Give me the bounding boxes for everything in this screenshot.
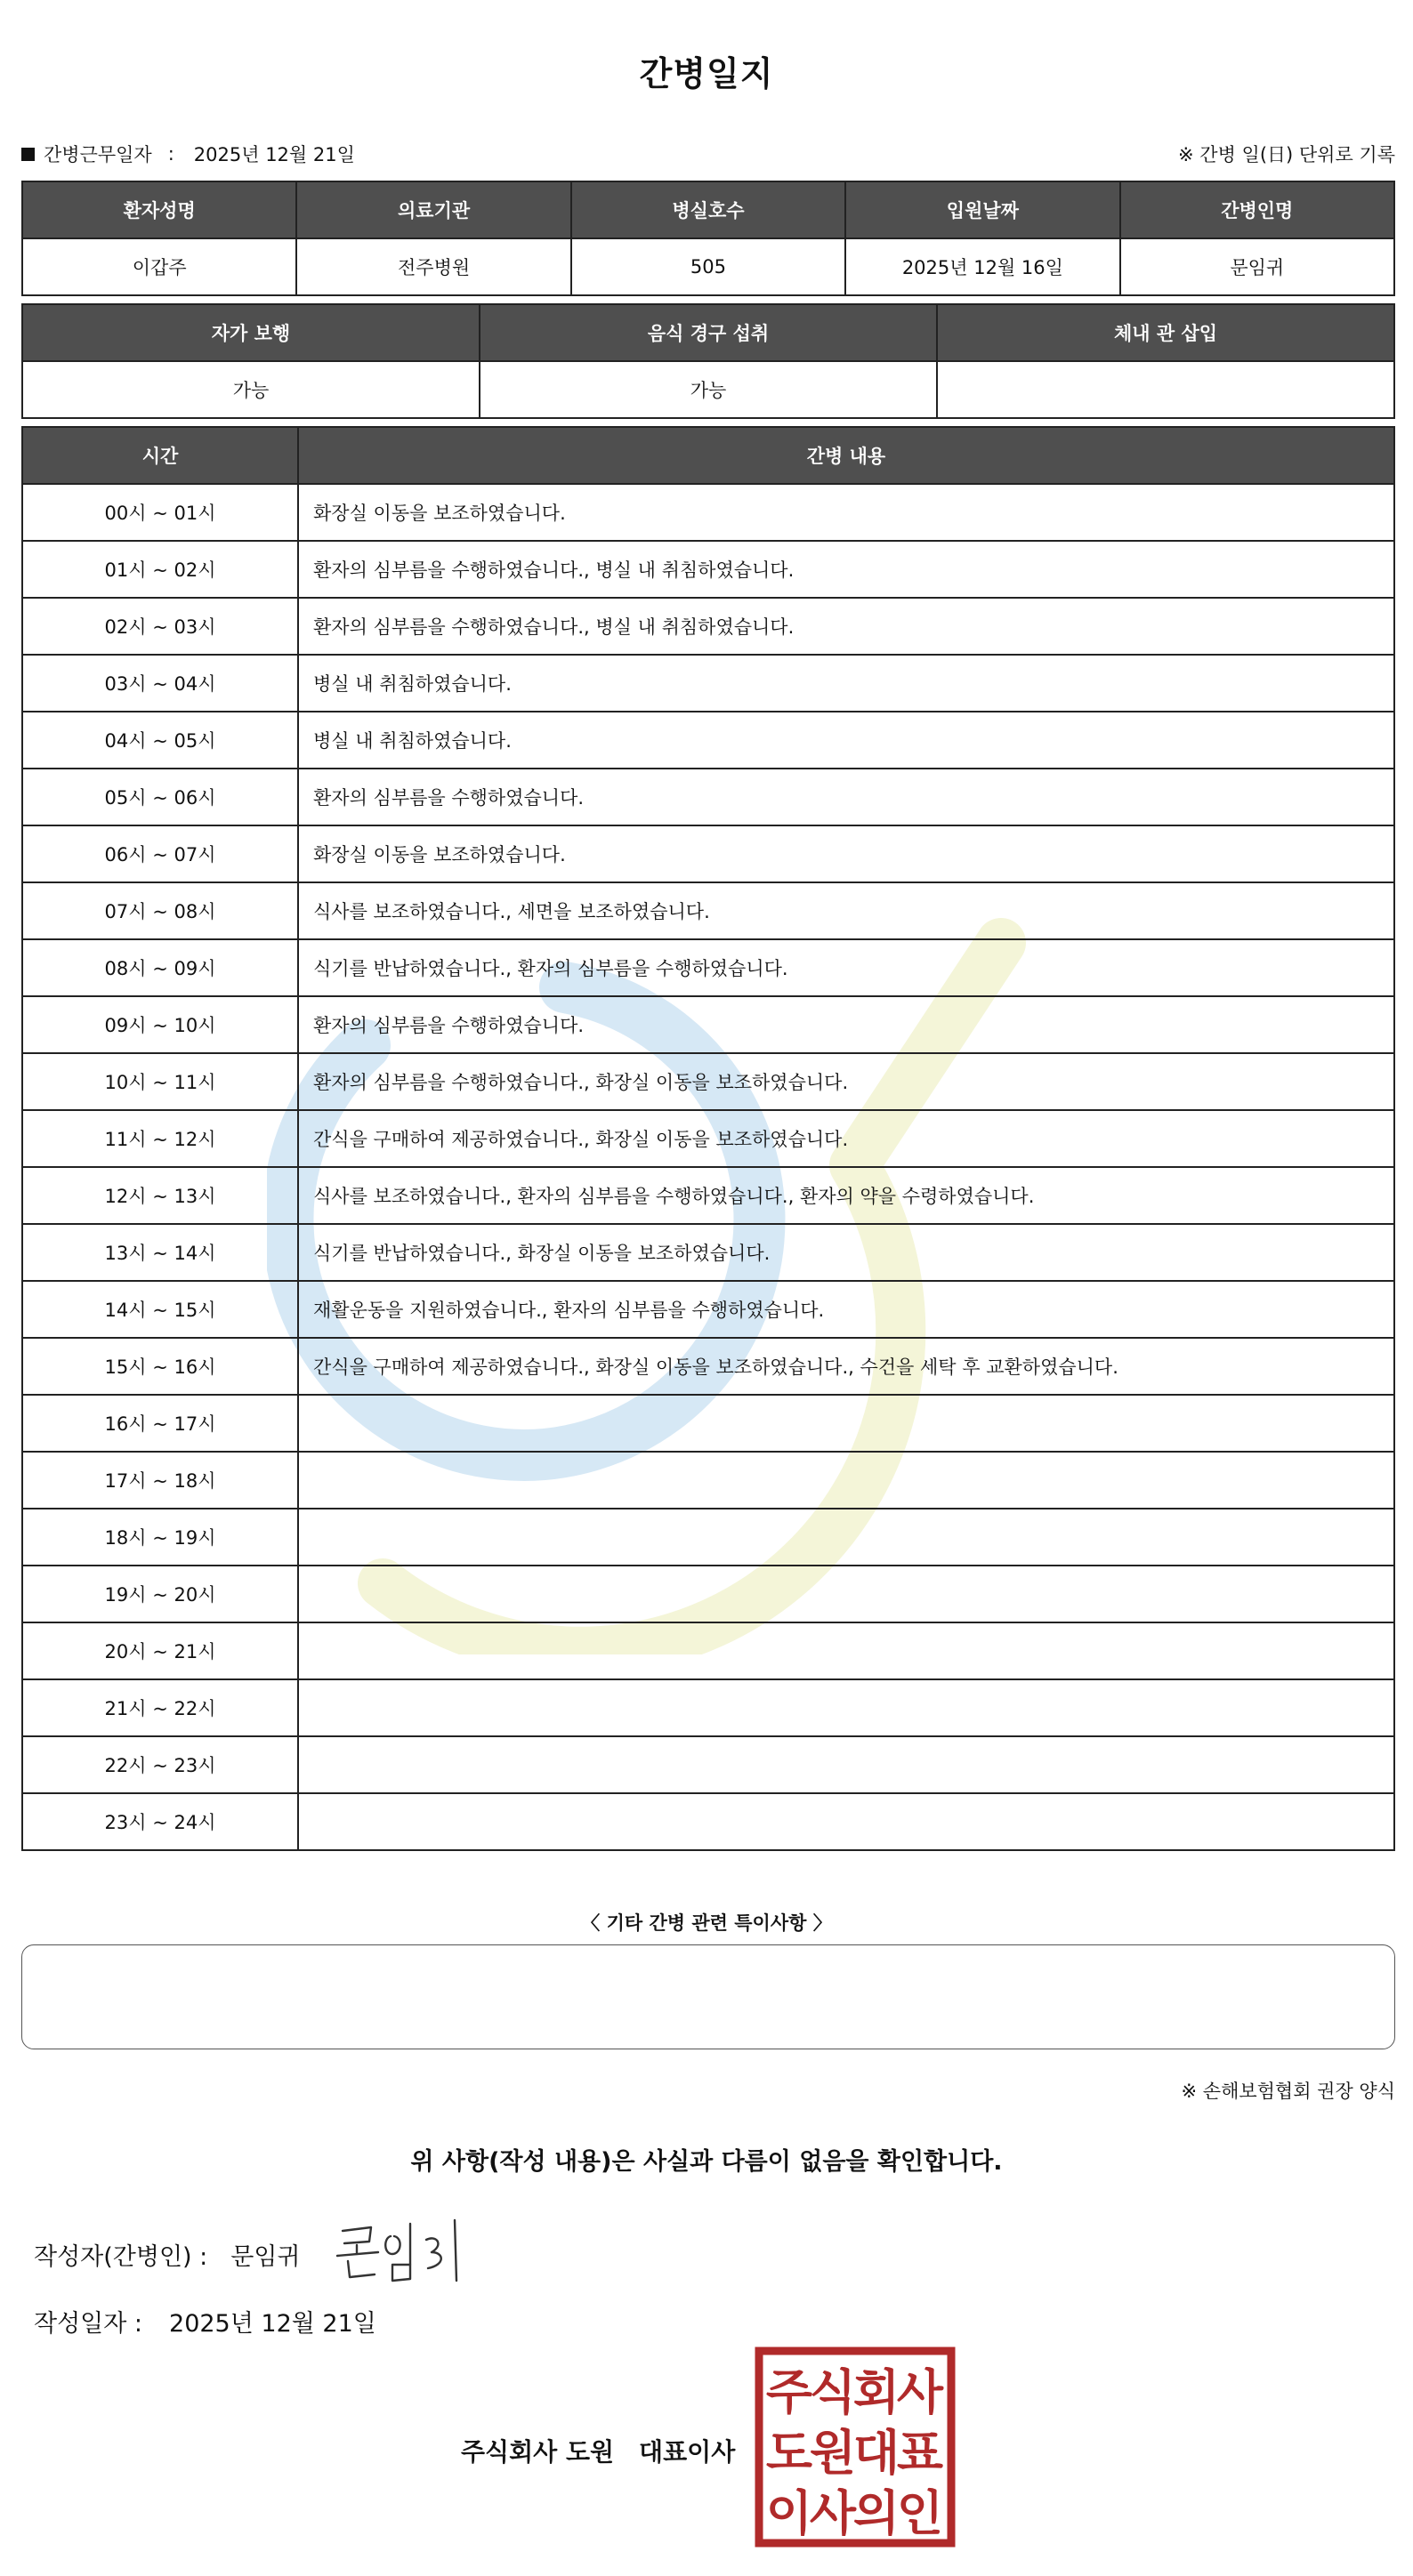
svg-text:대: 대 — [852, 2425, 900, 2481]
care-log-note: 병실 내 취침하였습니다. — [298, 655, 1394, 712]
care-log-time: 10시 ~ 11시 — [22, 1053, 298, 1110]
care-log-row — [22, 1281, 1394, 1338]
care-log-note: 재활운동을 지원하였습니다., 환자의 심부름을 수행하였습니다. — [298, 1281, 1394, 1338]
remarks-box — [21, 1944, 1395, 2049]
writer-label: 작성자(간병인) : — [34, 2243, 208, 2271]
svg-text:회: 회 — [852, 2364, 900, 2420]
write-date-row — [34, 2304, 376, 2339]
patient-status-value-row — [22, 361, 1394, 418]
writer-row — [34, 2237, 301, 2272]
care-log-row — [22, 882, 1394, 939]
care-log-time: 09시 ~ 10시 — [22, 996, 298, 1053]
company-name: 주식회사 도원 — [461, 2437, 615, 2467]
confirmation-statement: 위 사항(작성 내용)은 사실과 다름이 없음을 확인합니다. — [410, 2148, 1003, 2176]
care-log-note: 간식을 구매하여 제공하였습니다., 화장실 이동을 보조하였습니다., 수건을 세탁 후 교환하였습니다. — [298, 1338, 1394, 1395]
room-number: 505 — [571, 238, 845, 295]
care-log-row — [22, 769, 1394, 825]
work-date-row — [21, 141, 355, 167]
care-log-time: 02시 ~ 03시 — [22, 598, 298, 655]
care-log-note — [298, 1679, 1394, 1736]
care-log-note: 환자의 심부름을 수행하였습니다. — [298, 996, 1394, 1053]
recommend-note: ※ 손해보험협회 권장 양식 — [1181, 2081, 1395, 2102]
care-log-note: 화장실 이동을 보조하였습니다. — [298, 825, 1394, 882]
care-log-note: 식기를 반납하였습니다., 환자의 심부름을 수행하였습니다. — [298, 939, 1394, 996]
care-log-time: 11시 ~ 12시 — [22, 1110, 298, 1167]
care-log-note — [298, 1395, 1394, 1452]
hospital-name: 전주병원 — [296, 238, 570, 295]
svg-text:인: 인 — [896, 2485, 944, 2541]
care-log-time: 19시 ~ 20시 — [22, 1566, 298, 1622]
care-log-time: 17시 ~ 18시 — [22, 1452, 298, 1509]
care-log-row — [22, 825, 1394, 882]
care-log-row — [22, 1736, 1394, 1793]
patient-info-value-row — [22, 238, 1394, 295]
care-log-row — [22, 712, 1394, 769]
admission-date: 2025년 12월 16일 — [845, 238, 1119, 295]
care-log-row — [22, 939, 1394, 996]
writer-name: 문임귀 — [230, 2243, 301, 2271]
svg-text:이: 이 — [765, 2485, 813, 2541]
care-log-row — [22, 598, 1394, 655]
care-log-note — [298, 1793, 1394, 1850]
handwritten-signature — [334, 2206, 512, 2295]
square-bullet-icon — [21, 148, 35, 161]
care-log-row — [22, 1566, 1394, 1622]
patient-info-table — [21, 181, 1395, 296]
care-log-row — [22, 1622, 1394, 1679]
tube-insertion-value — [937, 361, 1394, 418]
care-log-row — [22, 1793, 1394, 1850]
care-log-time: 14시 ~ 15시 — [22, 1281, 298, 1338]
care-log-row — [22, 1679, 1394, 1736]
oral-intake-value: 가능 — [480, 361, 937, 418]
remarks-title: 〈 기타 간병 관련 특이사항 〉 — [581, 1912, 832, 1934]
care-log-row — [22, 484, 1394, 541]
care-log-note: 화장실 이동을 보조하였습니다. — [298, 484, 1394, 541]
care-log-row — [22, 1338, 1394, 1395]
header-hospital: 의료기관 — [296, 181, 570, 238]
header-patient-name: 환자성명 — [22, 181, 296, 238]
header-time: 시간 — [22, 427, 298, 484]
care-log-note: 식사를 보조하였습니다., 환자의 심부름을 수행하였습니다., 환자의 약을 수령하였습니다. — [298, 1167, 1394, 1224]
care-log-row — [22, 1452, 1394, 1509]
care-log-note: 식기를 반납하였습니다., 화장실 이동을 보조하였습니다. — [298, 1224, 1394, 1281]
svg-text:표: 표 — [896, 2425, 944, 2481]
care-log-note — [298, 1736, 1394, 1793]
care-log-table — [21, 426, 1395, 1851]
svg-text:사: 사 — [809, 2485, 857, 2541]
svg-text:의: 의 — [852, 2485, 900, 2541]
header-admission-date: 입원날짜 — [845, 181, 1119, 238]
ceo-title: 대표이사 — [639, 2437, 736, 2467]
care-log-note: 병실 내 취침하였습니다. — [298, 712, 1394, 769]
svg-text:사: 사 — [896, 2364, 944, 2420]
care-log-time: 16시 ~ 17시 — [22, 1395, 298, 1452]
care-log-row — [22, 1110, 1394, 1167]
care-log-note — [298, 1566, 1394, 1622]
header-self-walking: 자가 보행 — [22, 304, 480, 361]
care-log-note: 환자의 심부름을 수행하였습니다., 화장실 이동을 보조하였습니다. — [298, 1053, 1394, 1110]
care-log-time: 00시 ~ 01시 — [22, 484, 298, 541]
care-log-time: 21시 ~ 22시 — [22, 1679, 298, 1736]
care-log-note — [298, 1509, 1394, 1566]
care-log-row — [22, 1395, 1394, 1452]
care-log-time: 18시 ~ 19시 — [22, 1509, 298, 1566]
svg-text:원: 원 — [809, 2425, 857, 2481]
care-log-row — [22, 541, 1394, 598]
patient-info-header-row — [22, 181, 1394, 238]
write-date-label: 작성일자 : — [34, 2310, 143, 2338]
care-log-note — [298, 1452, 1394, 1509]
care-log-row — [22, 1053, 1394, 1110]
care-log-note: 환자의 심부름을 수행하였습니다., 병실 내 취침하였습니다. — [298, 598, 1394, 655]
header-tube-insertion: 체내 관 삽입 — [937, 304, 1394, 361]
care-log-time: 07시 ~ 08시 — [22, 882, 298, 939]
care-log-row — [22, 996, 1394, 1053]
header-care-content: 간병 내용 — [298, 427, 1394, 484]
svg-text:식: 식 — [809, 2364, 857, 2420]
self-walking-value: 가능 — [22, 361, 480, 418]
header-caregiver-name: 간병인명 — [1120, 181, 1394, 238]
care-log-note — [298, 1622, 1394, 1679]
header-oral-intake: 음식 경구 섭취 — [480, 304, 937, 361]
care-log-note: 식사를 보조하였습니다., 세면을 보조하였습니다. — [298, 882, 1394, 939]
care-log-time: 01시 ~ 02시 — [22, 541, 298, 598]
patient-status-header-row — [22, 304, 1394, 361]
write-date-value: 2025년 12월 21일 — [169, 2310, 376, 2338]
care-log-time: 12시 ~ 13시 — [22, 1167, 298, 1224]
care-log-note: 환자의 심부름을 수행하였습니다., 병실 내 취침하였습니다. — [298, 541, 1394, 598]
care-log-time: 20시 ~ 21시 — [22, 1622, 298, 1679]
care-log-row — [22, 1509, 1394, 1566]
care-log-row — [22, 1167, 1394, 1224]
work-date-value: 2025년 12월 21일 — [193, 144, 355, 165]
caregiver-name: 문임귀 — [1120, 238, 1394, 295]
header-room-number: 병실호수 — [571, 181, 845, 238]
company-signature-line — [461, 2433, 735, 2468]
care-log-body — [22, 484, 1394, 1850]
work-date-separator: : — [167, 143, 174, 165]
svg-text:주: 주 — [765, 2364, 813, 2420]
care-log-time: 06시 ~ 07시 — [22, 825, 298, 882]
care-log-time: 15시 ~ 16시 — [22, 1338, 298, 1395]
care-log-time: 03시 ~ 04시 — [22, 655, 298, 712]
care-log-header-row — [22, 427, 1394, 484]
care-log-time: 05시 ~ 06시 — [22, 769, 298, 825]
care-log-time: 13시 ~ 14시 — [22, 1224, 298, 1281]
care-log-note: 간식을 구매하여 제공하였습니다., 화장실 이동을 보조하였습니다. — [298, 1110, 1394, 1167]
care-log-time: 23시 ~ 24시 — [22, 1793, 298, 1850]
company-seal — [755, 2347, 956, 2548]
care-log-time: 22시 ~ 23시 — [22, 1736, 298, 1793]
document-title: 간병일지 — [639, 54, 774, 93]
unit-note: ※ 간병 일(日) 단위로 기록 — [1178, 144, 1395, 165]
care-log-row — [22, 1224, 1394, 1281]
patient-name: 이갑주 — [22, 238, 296, 295]
care-log-row — [22, 655, 1394, 712]
care-log-time: 08시 ~ 09시 — [22, 939, 298, 996]
patient-status-table — [21, 303, 1395, 419]
work-date-label: 간병근무일자 — [44, 144, 152, 165]
svg-text:도: 도 — [765, 2425, 813, 2481]
care-log-note: 환자의 심부름을 수행하였습니다. — [298, 769, 1394, 825]
care-log-time: 04시 ~ 05시 — [22, 712, 298, 769]
